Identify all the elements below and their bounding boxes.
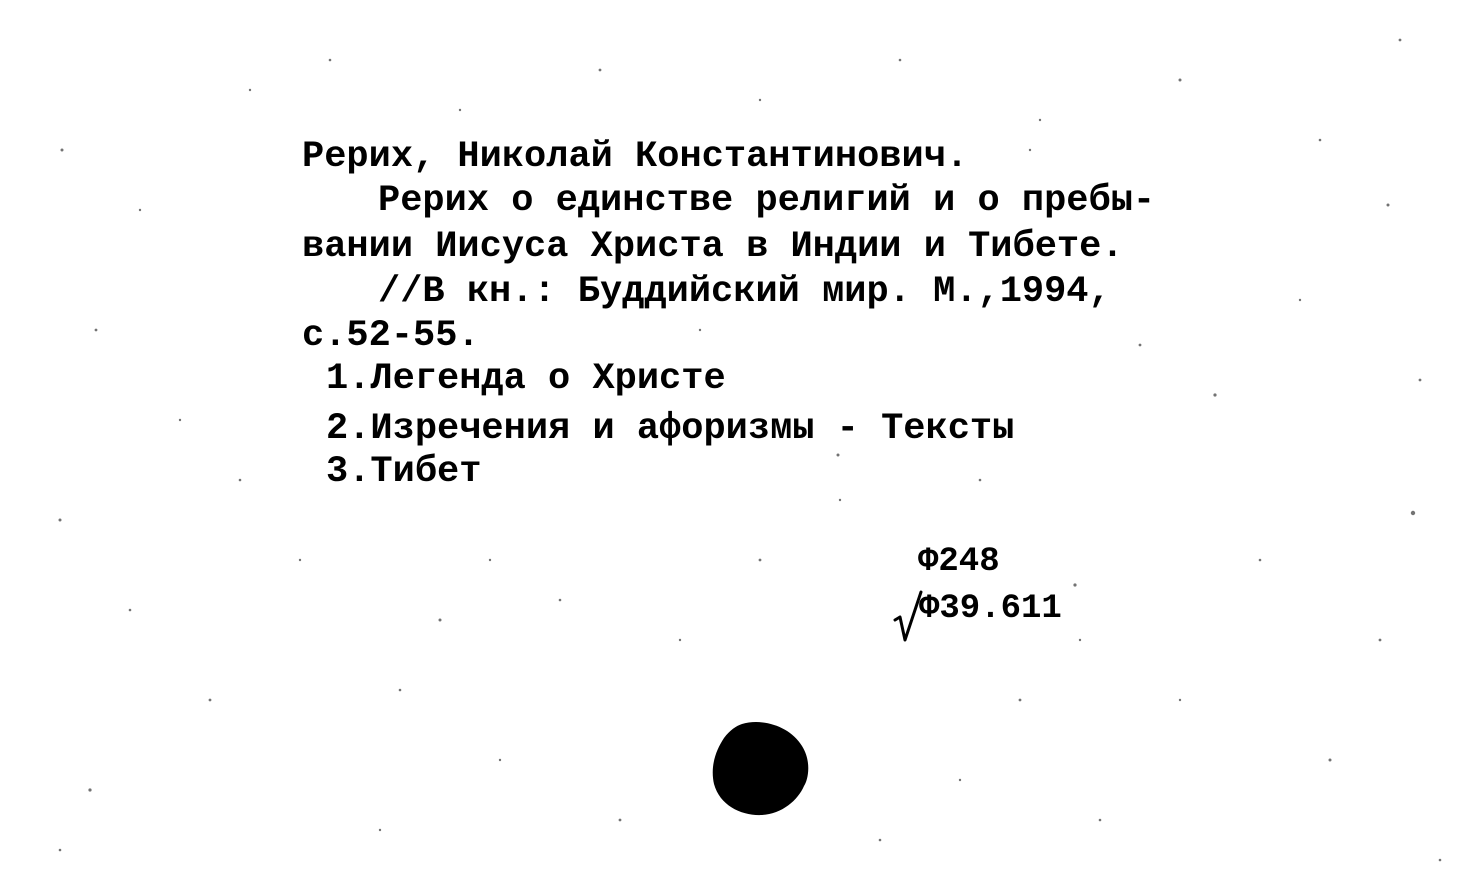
shelf-code-2: Ф39.611 — [919, 590, 1062, 628]
source-line-1: //В кн.: Буддийский мир. М.,1994, — [378, 271, 1111, 313]
subject-heading-2: 2.Изречения и афоризмы - Тексты — [326, 408, 1015, 450]
subject-heading-1: 1.Легенда о Христе — [326, 358, 726, 400]
work-title-line-2: вании Иисуса Христа в Индии и Тибете. — [302, 226, 1124, 268]
punch-hole-icon — [712, 720, 812, 816]
work-title-line-1: Рерих о единстве религий и о пребы- — [378, 180, 1156, 222]
source-line-2: с.52-55. — [302, 315, 480, 357]
subject-heading-3: 3.Тибет — [326, 451, 482, 493]
shelf-code-1: Ф248 — [918, 543, 1000, 581]
author-heading: Рерих, Николай Константинович. — [302, 136, 969, 178]
